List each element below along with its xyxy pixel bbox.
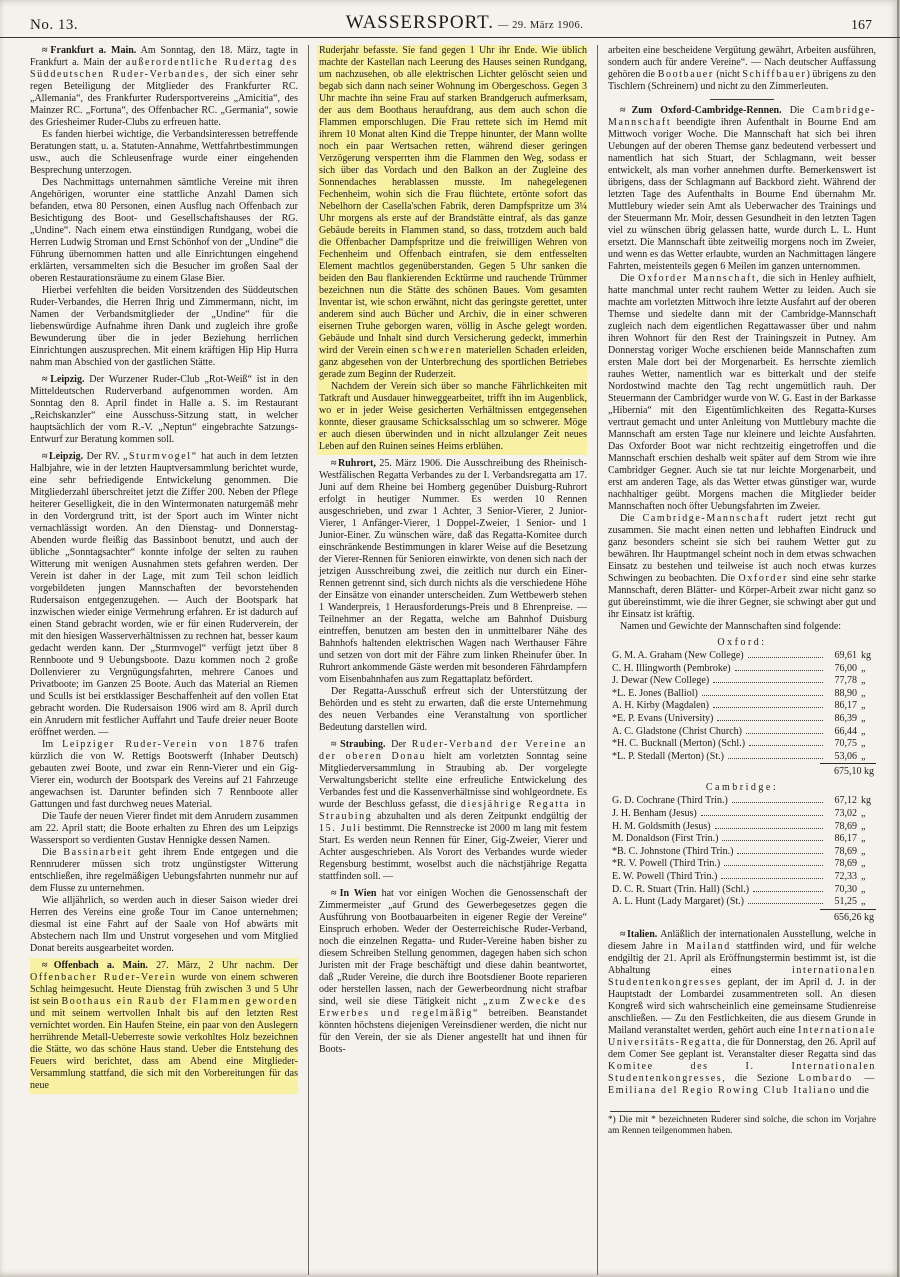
weight-unit: „ (861, 858, 866, 870)
rower-weight: 67,12 (834, 795, 857, 807)
issue-date: — 29. März 1906. (498, 20, 584, 31)
weight-unit: „ (861, 896, 866, 908)
table-row (612, 650, 876, 663)
weight-unit: „ (861, 820, 866, 832)
rower-name: A. C. Gladstone (Christ Church) (612, 725, 742, 737)
article-paragraph: ≈ In Wien hat vor einigen Wochen die Genossenschaft der Zimmermeister „auf Grund des Gewerbegesetzes gegen die Ausführung von Bootbauarbeiten in eigener Regie der Vereine“ Einspruch erhoben. Weder der Oesterreichische Ruder-Verband, noch die einzelnen Regatta- und Ruder-Vereine haben bisher zu diesem Schreiben Stellung genommen, dagegen haben sich schon Juristen mit der Frage beschäftigt und diese dahin beantwortet, daß „Ruder Vereine, die durch ihre Bootsdiener Boote reparieren oder herstellen lassen, nach der Gewerbeordnung nicht strafbar sind, weil sie diese Tätigkeit nicht „zum Zwecke des Erwerbes und regelmäßig“ betreiben. Beanstandet könnten höchstens diejenigen Vereinsdiener werden, die nicht nur für den Verein, der sie als Diener angestellt hat und ihnen für Boots- (319, 888, 587, 1055)
dot-leader (749, 745, 823, 746)
paragraph: Die Bassinarbeit geht ihrem Ende entgegen und die Rennruderer müssen sich trotz ungünstigster Witterung entschließen, ihre regelmäßigen Uebungsfahrten nunmehr nur auf dem Flusse zu unternehmen. (30, 847, 298, 894)
weight-total-row (612, 763, 876, 778)
crew-table-heading: Oxford: (717, 637, 767, 648)
weight-unit: „ (861, 870, 866, 882)
weight-unit: „ (861, 750, 866, 762)
weight-unit: „ (861, 687, 866, 699)
article-paragraph: ≈ Straubing. Der Ruder-Verband der Vereine an der oberen Donau hielt am vorletzten Sonntag seine Mitgliederversammlung in Straubing ab. Der vorgelegte Verwaltungsbericht stellte eine erfreuliche Entwickelung des Verbandes fest und die Kassenverhältnisse sind wohlgeordnete. Es wurde der Beschluss gefasst, die diesjährige Regatta in Straubing abzuhalten und als deren Zeitpunkt endgültig der 15. Juli bestimmt. Die Rennstrecke ist 2000 m lang mit festem Start. Es werden neun Rennen für Einer, Gig-Zweier, Vierer und Achter ausgeschrieben. Als Vorort des Verbandes wurde wieder Regensburg bestimmt, woselbst auch die nächstjährige Regatta stattfinden soll. — (319, 739, 587, 882)
paragraph: Die Taufe der neuen Vierer findet mit dem Anrudern zusammen am 22. April statt; die Boote erhalten zu Ehren des um Leipzigs Wassersport so verdienten Gustav Hennigke dessen Namen. (30, 811, 298, 846)
weight-unit: kg (861, 795, 871, 807)
table-row (612, 871, 876, 884)
rower-name: G. M. A. Graham (New College) (612, 650, 744, 661)
article-paragraph: ≈ Zum Oxford-Cambridge-Rennen. Die Cambridge-Mannschaft beendigte ihren Aufenthalt in Bourne End am Mittwoch voriger Woche. Die Mannschaft hat sich bei ihren Uebungen auf der oberen Themse ganz bedeutend verbessert und namentlich hat sich Stuart, der Schlagmann, weit besser entwickelt, als man vorher annehmen durfte. Bemerkenswert ist übrigens, dass der Schlagmann auf Backbord zieht. Während der letzten Tage des Aufenthalts in Bourne End übernahm Mr. Muttlebury wieder sein Amt als Ueberwacher des Trainings und der Steuermann Mr. Moir, dessen Gesundheit in den letzten Tagen viel zu wünschen übrig gelassen hatte, wurde durch L. L. Hunt ersetzt. Die Mannschaft übte zeitweilig morgens noch im Zweier, und wenn es das Wetter erlaubte, wurden an Nachmittagen längere Fahrten, meistenteils gegen 6 Meilen im ganzen unternommen. (608, 105, 876, 272)
rower-weight: 86,17 (834, 700, 857, 712)
paragraph: Wie alljährlich, so werden auch in dieser Saison wieder drei Herren des Vereins eine große Tour im Canoe unternehmen; diesmal ist eine Fahrt auf der Saale von Hof abwärts mit Abstechern nach Ilm und Unstrut vorgesehen und vom Mitglied Donat bereits ausgearbeitet worden. (30, 895, 298, 954)
rower-name: *B. C. Johnstone (Third Trin.) (612, 845, 734, 857)
weight-total: 675,10 kg (820, 763, 876, 778)
column-container (0, 38, 900, 1275)
rower-weight: 88,90 (834, 687, 857, 699)
dot-leader (721, 878, 823, 879)
rower-weight: 66,44 (834, 725, 857, 737)
table-row (612, 884, 876, 897)
article-paragraph: ≈ Italien. Anläßlich der internationalen Ausstellung, welche in diesem Jahre in Mailand stattfinden wird, und für welche endgiltig der 21. April als Eröffnungstermin bestimmt ist, ist die Abhaltung eines internationalen Studentenkongresses geplant, der im April d. J. in der Hauptstadt der Lombardei zusammentreten soll. An diesen Kongreß wird sich wahrscheinlich eine gemeinsame Studienreise anschließen. — Zu den Festlichkeiten, die aus diesem Grunde in Mailand veranstaltet werden, gehört auch eine Internationale Universitäts-Regatta, die für Donnerstag, den 26. April auf dem Comer See geplant ist. Veranstalter dieser Regatta sind das Komitee des I. Internationalen Studentenkongresses, die Sezione Lombardo — Emiliana del Regio Rowing Club Italiano und die (608, 928, 876, 1096)
paragraph: Die Cambridge-Mannschaft rudert jetzt recht gut zusammen. Sie macht einen netten und lebhaften Eindruck und ganz besonders scheint sie sich bei rauhem Wetter gut zu bewähren. Ihr Hauptmangel scheint noch in dem etwas schwachen Einsatz zu bestehen und teilweise ist auch noch etwas kurzes Schwingen zu beobachten. Die Oxforder sind eine sehr starke Mannschaft, deren Blätter- und Körper-Arbeit zwar nicht ganz so gut übereinstimmt, wie die ihrer Gegner, sie schwingt aber gut und ihr Einsatz ist kräftig. (608, 513, 876, 620)
table-row (612, 663, 876, 676)
table-row (612, 726, 876, 739)
paragraph: Im Leipziger Ruder-Verein von 1876 trafen kürzlich die von W. Rettigs Bootswerft (Inhaber Deutsch) gebauten zwei Boote, und zwar ein Renn-Vierer und ein Gig-Vierer ein, wodurch der Bootspark des Vereins auf 21 Fahrzeuge angewachsen ist. Darunter befinden sich 7 Rennboote aller Gattungen und fast durchweg neues Material. (30, 739, 298, 810)
weight-unit: „ (861, 883, 866, 895)
table-row (612, 738, 876, 751)
table-row (612, 751, 876, 764)
table-row (612, 833, 876, 846)
table-row (612, 896, 876, 909)
issue-number: No. 13. (30, 17, 79, 33)
dot-leader (746, 733, 823, 734)
rower-name: J. H. Benham (Jesus) (612, 807, 697, 819)
rower-weight: 86,39 (834, 712, 857, 724)
rower-name: E. W. Powell (Third Trin.) (612, 870, 718, 882)
dot-leader (713, 707, 823, 708)
weight-unit: „ (861, 807, 866, 819)
table-row (612, 821, 876, 834)
journal-title: WASSERSPORT. (345, 12, 495, 33)
page-number: 167 (850, 18, 872, 33)
dot-leader (713, 682, 823, 683)
dot-leader (717, 720, 823, 721)
rower-weight: 53,06 (834, 750, 857, 762)
weight-unit: „ (861, 675, 866, 687)
dot-leader (722, 840, 823, 841)
rower-name: *E. P. Evans (University) (612, 712, 714, 724)
weight-unit: „ (861, 700, 866, 712)
rower-name: *R. V. Powell (Third Trin.) (612, 858, 721, 870)
dot-leader (724, 865, 823, 866)
dot-leader (748, 903, 823, 904)
rower-weight: 86,17 (834, 833, 857, 845)
dot-leader (715, 828, 823, 829)
rower-name: A. H. Kirby (Magdalen) (612, 700, 709, 712)
paragraph: Die Oxforder Mannschaft, die sich in Henley aufhielt, hatte manchmal unter recht rauhem Wetter zu leiden. Auch sie machte am vorletzten Mittwoch ihre letzte Ausfahrt auf der oberen Themse und siedelte dann mit der Cambridge-Mannschaft zugleich nach dem eigentlichen Regattawasser über und nahm ihren Wohnort für den Rest der Trainingszeit in Putney. Am Donnerstag voriger Woche erschienen beide Mannschaften zum ersten Male dort bei der Morgenarbeit. Es herrschte ziemlich rauhes Wetter, namentlich war es bitterkalt und der steife Nordostwind machte den Tag recht ungemütlich rauh. Der Steuermann der Cambridger wurde von W. G. East in der Barkasse „Hibernia“ mit den Eigentümlichkeiten des Regatta-Kurses vertraut gemacht und unter Anleitung von Muttlebury machte die Mannschaft am ersten Tage nur kleinere und leichte Ausfahrten. Das Oxforder Boot war nicht rechtzeitig eingetroffen und die Mannschaft erschien deshalb weit später auf dem Strom wie ihre Cambridger Gegner. Auch sie tat nur leichte Morgenarbeit, und erst am anderen Tage, als das Wetter etwas günstiger war, wurde nachhaltiger geübt. Morgens machen die Mitglieder beider Mannschaften noch öfter Uebungsfahrten im Zweier. (608, 273, 876, 512)
rower-name: G. D. Cochrane (Third Trin.) (612, 795, 728, 807)
paragraph: Des Nachmittags unternahmen sämtliche Vereine mit ihren Angehörigen, worunter eine stattliche Anzahl Damen sich befanden, etwa 80 Personen, einen Ausflug nach Offenbach zur Besichtigung des Boot- und Gesellschaftshauses der RG. „Undine“. Nach einem etwa einstündigen Rundgang, wobei die Herren Ludwig Stroman und Ernst Schönhof von der „Undine“ die Führung übernommen hatten und alle Einrichtungen eingehend erklärten, versammelten sich die Besucher im großen Saal der oberen Restaurationsräume zu einem Glase Bier. (30, 177, 298, 284)
weight-unit: „ (861, 833, 866, 845)
masthead-center (346, 12, 584, 34)
dot-leader (735, 670, 823, 671)
rower-name: D. C. R. Stuart (Trin. Hall) (Schl.) (612, 883, 750, 895)
article-paragraph: ≈ Frankfurt a. Main. Am Sonntag, den 18. März, tagte in Frankfurt a. Main der außerordentliche Rudertag des Süddeutschen Ruder-Verbandes, der sich einer sehr regen Beteiligung der Mitglieder des Frankfurter RC. „Allemania“, des Frankfurter Rudersportvereins „Amicitia“, des Mainzer RC. „Fortuna“, des Offenbacher RC. „Germania“, sowie des Griesheimer Ruder-Clubs zu erfreuen hatte. (30, 45, 298, 128)
weight-total-row (612, 909, 876, 924)
article-paragraph: ≈ Ruhrort, 25. März 1906. Die Ausschreibung des Rheinisch-Westfälischen Regatta Verbandes zu der I. Verbandsregatta am 17. Juni auf dem Rheine bei Homberg gegenüber Duisburg-Ruhrort erfolgt in heutiger Nummer. Es werden 10 Rennen ausgeschrieben, und zwar 1 Achter, 3 Senior-Vierer, 2 Junior-Vierer, 1 Anfänger-Vierer, 1 Doppel-Zweier, 1 Senior- und 1 Junior-Einer. Zu wünschen wäre, daß das Regatta-Komitee durch einschränkende Bestimmungen in klarer Weise auf die Besetzung der Vierer-Rennen für Senioren einwirkte, von denen sich nach der jetzigen Ausschreibung zwei, die zeitlich nur durch ein Einer-Rennen getrennt sind, sich durch nichts als die verschiedene Höhe der Einsätze von einander unterscheiden. Zum Wettbewerb stehen 1 Wanderpreis, 1 Herausforderungs-Preis und 8 Ehrenpreise. — Teilnehmer an der Regatta, welche am Bahnhof Duisburg eintreffen, benutzen am besten den in unmittelbarer Nähe des Bahnhofs haltenden elektrischen Wagen nach Werthauser Fähre und setzen von dort mit der Fähre zum linken Rheinufer über. In Ruhrort ankommende Gäste werden mit besonderen Fährdampfern vom Eisenbahnhafen aus zum Regattaplatz befördert. (319, 458, 587, 685)
dot-leader (702, 695, 823, 696)
weight-unit: „ (861, 725, 866, 737)
rower-weight: 78,69 (834, 820, 857, 832)
column-3 (597, 45, 876, 1275)
rower-name: C. H. Illingworth (Pembroke) (612, 662, 731, 674)
table-row (612, 795, 876, 808)
crew-table-heading: Cambridge: (705, 782, 779, 794)
table-row (612, 675, 876, 688)
rower-weight: 51,25 (834, 896, 857, 908)
paragraph: Nachdem der Verein sich über so manche Fährlichkeiten mit Tatkraft und Ausdauer hinweggearbeitet, trifft ihn im Augenblick, wo er in jeder Weise gesicherten Verhältnissen entgegensehen konnte, dieser grausame Schicksalsschlag um so schwerer. Möge er auch diesen überwinden und in nicht allzulanger Zeit neues Leben auf den Ruinen seines Heims erblühen. (319, 381, 587, 452)
dot-leader (737, 853, 823, 854)
rower-weight: 76,00 (834, 662, 857, 674)
column-2 (308, 45, 587, 1275)
paragraph: Ruderjahr befasste. Sie fand gegen 1 Uhr ihr Ende. Wie üblich machte der Kastellan nach Leerung des Hauses seinen Rundgang, um nachzusehen, ob alle elektrischen Lichter gelöscht seien und begab sich dann nach seiner Wohnung im Obergeschoss. Gegen 3 Uhr machte ihn seine Frau auf starken Brandgeruch aufmerksam, der aus dem Boothaus heraufdrang, aus dem auch schon die Flammen emporschlugen. Die Frau rettete sich im Hemd mit ihrem 10 Monat alten Kind die Treppe hinunter, der Mann wollte noch ein paar Wertsachen retten, während dieser geringen Verzögerung versperrten ihm die Flammen den Weg, sodass er sich über das Vordach und den Balkon an der Zugleine des Sonnendaches herablassen musste. Im nahegelegenen Fechenheim, wohin sich die Frau flüchtete, ertönte sofort das Nebelhorn der Casella'schen Fabrik, deren Dampfspritze um 3¼ Uhr morgens als erste auf der Brandstätte eintraf, als das ganze Gebäude bereits in Flammen stand, so dass, trotzdem auch bald die Offenbacher Dampfspritze und die freiwilligen Wehren von Fechenheim und Offenbach eintrafen, sie dem entfesselten Element machtlos gegenüberstanden. Gegen 5 Uhr sanken die beiden den Bau flankierenden Ecktürme und rauchende Trümmer bezeichnen nun die Stätte des schönen Baues. Vom gesamten Inventar ist, wie schon erwähnt, nicht das geringste gerettet, unter anderem sind auch Bücher und Archiv, die in einer schweren eisernen Truhe geborgen waren, völlig in Asche gelegt worden. Gebäude und Inhalt sind durch Versicherung gedeckt, immerhin wird der Verein einen schweren materiellen Schaden erleiden, ganz abgesehen von der Unterbrechung des sportlichen Betriebes gerade zum Beginn der Ruderzeit. (319, 45, 587, 380)
rower-weight: 70,75 (834, 738, 857, 750)
dot-leader (753, 891, 823, 892)
weight-unit: „ (861, 845, 866, 857)
rower-weight: 69,61 (834, 650, 857, 661)
rower-weight: 78,69 (834, 845, 857, 857)
rower-weight: 72,33 (834, 870, 857, 882)
rower-weight: 70,30 (834, 883, 857, 895)
weight-unit: „ (861, 712, 866, 724)
paragraph: Hierbei verfehlten die beiden Vorsitzenden des Süddeutschen Ruder-Verbandes, die Herren Ihrig und Zimmermann, nicht, im Namen der Verbandsmitglieder der „Undine“ für die liebenswürdige Aufnahme ihren Dank und zugleich ihre große Bewunderung über die in jeder Beziehung herrlichen Einrichtungen auszusprechen. Mit einem kräftigen Hip Hip Hurra nahm man Abschied von der gastlichen Stätte. (30, 285, 298, 368)
crew-weight-table (612, 650, 876, 778)
weight-unit: „ (861, 662, 866, 674)
rower-weight: 77,78 (834, 675, 857, 687)
table-row (612, 808, 876, 821)
weight-total: 656,26 kg (820, 909, 876, 924)
rower-name: *L. P. Stedall (Merton) (St.) (612, 750, 724, 762)
scan-edge-artifact (897, 0, 899, 1277)
rower-name: M. Donaldson (First Trin.) (612, 833, 719, 845)
footnote-rule (610, 1111, 720, 1112)
paragraph: arbeiten eine bescheidene Vergütung gewährt, Arbeiten ausführen, sondern auch für andere Vereine“. — Nach deutscher Auffassung gehören die Bootbauer (nicht Schiffbauer) übrigens zu den Tischlern (Schreinern) und nicht zu den Zimmerleuten. (608, 45, 876, 92)
rower-weight: 73,02 (834, 807, 857, 819)
rower-weight: 78,69 (834, 858, 857, 870)
article-paragraph: ≈ Leipzig. Der Wurzener Ruder-Club „Rot-Weiß“ ist in den Mitteldeutschen Ruderverband aufgenommen worden. Am Sonntag den 8. April findet in Halle a. S. im Restaurant „Reichskanzler“ eine Ausschuss-Sitzung statt, in welcher hauptsächlich der vom R.-V. „Neptun“ eingebrachte Satzungs-Entwurf zur Beratung kommen soll. (30, 374, 298, 445)
rower-name: *L. E. Jones (Balliol) (612, 687, 698, 699)
paragraph: Der Regatta-Ausschuß erfreut sich der Unterstützung der Behörden und es steht zu erwarten, daß die erste Unternehmung des neuen Verbandes eine Veranstaltung von sportlicher Bedeutung darstellen wird. (319, 686, 587, 733)
rower-name: H. M. Goldsmith (Jesus) (612, 820, 711, 832)
section-divider (710, 99, 774, 100)
dot-leader (732, 802, 823, 803)
table-row (612, 688, 876, 701)
table-row (612, 846, 876, 859)
rower-name: J. Dewar (New College) (612, 675, 710, 687)
column-1 (30, 45, 298, 1275)
table-row (612, 700, 876, 713)
dot-leader (748, 657, 823, 658)
footnote-text: *) Die mit * bezeichneten Ruderer sind solche, die schon im Vorjahre am Rennen teilgenommen haben. (608, 1114, 876, 1136)
rower-name: A. L. Hunt (Lady Margaret) (St.) (612, 896, 745, 908)
table-row (612, 858, 876, 871)
weight-unit: „ (861, 738, 866, 750)
table-row (612, 713, 876, 726)
crew-weight-table (612, 795, 876, 923)
masthead (0, 0, 900, 38)
article-paragraph: ≈ Offenbach a. Main. 27. März, 2 Uhr nachm. Der Offenbacher Ruder-Verein wurde von einem schweren Schlag heimgesucht. Heute Dienstag früh zwischen 3 und 5 Uhr ist sein Boothaus ein Raub der Flammen geworden und mit seinem wertvollen Inhalt bis auf den letzten Rest vernichtet worden. Ein Haufen Steine, ein paar von den Auslegern herrührende Metall-Ueberreste sowie verkohltes Holz bezeichnen die Stätte, wo das schöne Haus stand. Ueber die Entstehung des Feuers wird berichtet, dass am Abend eine Mitglieder-Versammlung stattfand, die sich mit den Vorbereitungen für das neue (30, 960, 298, 1091)
paragraph: Namen und Gewichte der Mannschaften sind folgende: (620, 621, 842, 632)
dot-leader (728, 758, 823, 759)
paragraph: Es fanden hierbei wichtige, die Verbandsinteressen betreffende Beratungen statt, u. a. Statuten-Annahme, Wettfahrtbestimmungen usw., auch die Schleusenfrage wurde einer eingehenden Besprechung unterzogen. (30, 129, 298, 176)
rower-name: *H. C. Bucknall (Merton) (Schl.) (612, 738, 746, 750)
weight-unit: kg (861, 650, 871, 661)
article-paragraph: ≈ Leipzig. Der RV. „Sturmvogel“ hat auch in dem letzten Halbjahre, wie in der letzten Hauptversammlung berichtet wurde, eine sehr befriedigende Entwickelung genommen. Die Mitgliederzahl überschreitet jetzt die Ziffer 200. Neben der Pflege heiterer Geselligkeit, die in den Wintermonaten naturgemäß mehr in den Vordergrund tritt, ist der Sport auch im Winter nicht vernachlässigt worden. An den Dienstag- und Donnerstag-Abenden wurde fleißig das Bassinboot benutzt, und auch der übliche „Sonntagsachter“ konnte infolge der selten zu rauhen Witterung mit wenigen Ausnahmen stets gefahren werden. Der Verein ist daher in der Lage, mit zum Teil schon leidlich vorgebildeten jungen Mannschaften der bevorstehenden Rudersaison entgegenzugehen. — Auch der Bootspark hat inzwischen wieder einige Vermehrung erfahren. Er ist dadurch auf einen Stand gebracht worden, wie er für einen Ruderverein, der mit den hiesigen Wasserverhältnissen zu rechnen hat, besser kaum gedacht werden kann. Der „Sturmvogel“ verfügt jetzt über 8 Rennboote und 9 Uebungsboote. Dazu kommen noch 2 große Dollenvierer zu Vergnügungsfahrten, mehrere Canoes und Privatboote; im Ganzen 25 Boote. Auch das Material an Riemen und Sculls ist bei erstklassiger Beschaffenheit auf den vollen Etat gebracht worden. Die Rudersaison 1906 wird am 8. April durch ein Anrudern mit festlicher Auffahrt und Taufe dreier neuer Boote eröffnet werden. — (30, 451, 298, 738)
dot-leader (701, 815, 823, 816)
